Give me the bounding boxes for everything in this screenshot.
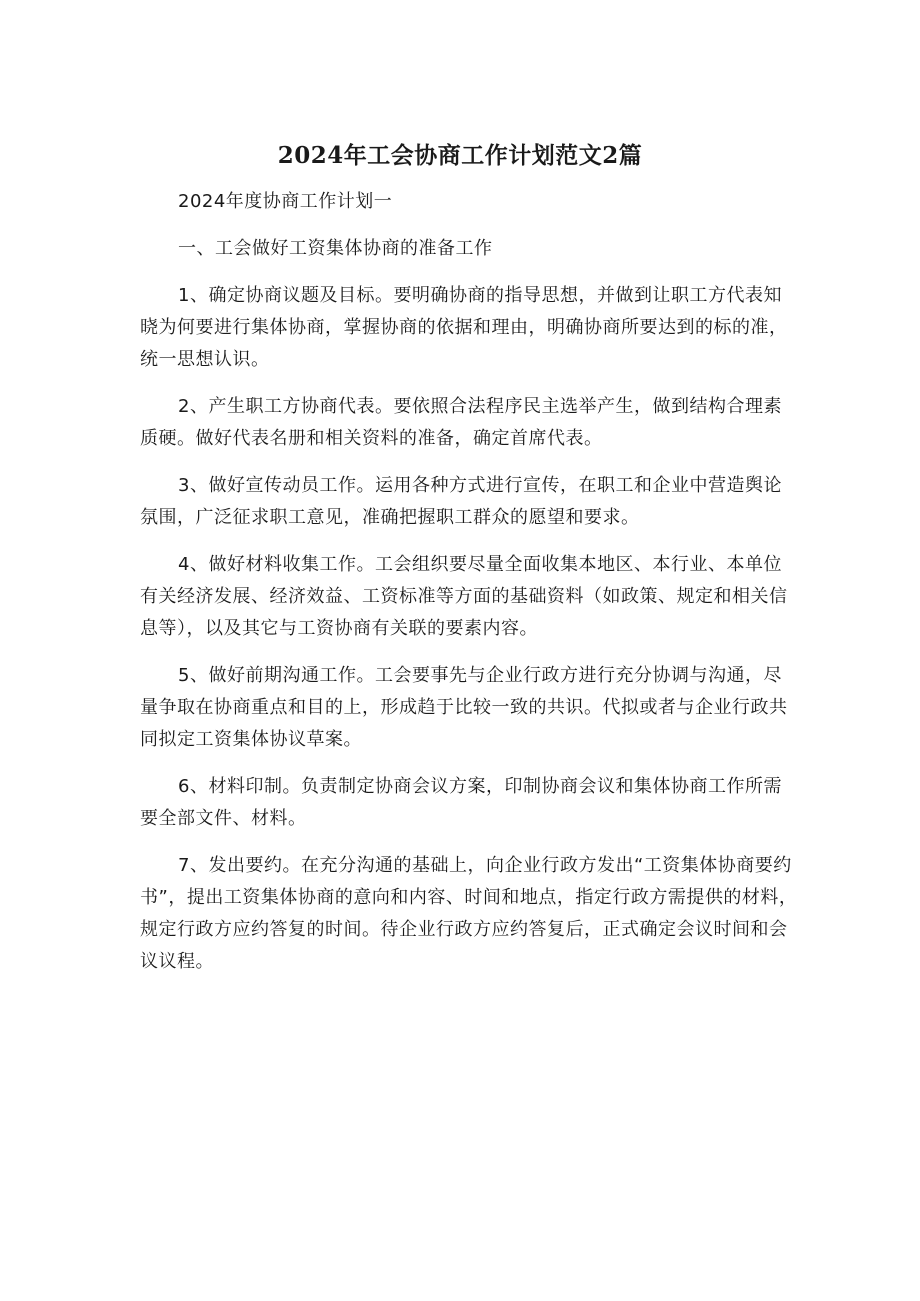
paragraph-item-6: 6、材料印制。负责制定协商会议方案，印制协商会议和集体协商工作所需要全部文件、材料。 [140,776,782,829]
document-title: 2024年工会协商工作计划范文2篇 [277,142,643,169]
subsection-heading: 一、工会做好工资集体协商的准备工作 [178,238,493,259]
paragraph-item-5: 5、做好前期沟通工作。工会要事先与企业行政方进行充分协调与沟通，尽量争取在协商重点和目的上，形成趋于比较一致的共识。代拟或者与企业行政共同拟定工资集体协议草案。 [140,665,788,750]
paragraph-item-4: 4、做好材料收集工作。工会组织要尽量全面收集本地区、本行业、本单位有关经济发展、经济效益、工资标准等方面的基础资料（如政策、规定和相关信息等），以及其它与工资协商有关联的要素内容。 [140,554,788,639]
paragraph-item-7: 7、发出要约。在充分沟通的基础上，向企业行政方发出“工资集体协商要约书”，提出工资集体协商的意向和内容、时间和地点，指定行政方需提供的材料，规定行政方应约答复的时间。待企业行政方应约答复后，正式确定会议时间和会议议程。 [140,855,798,972]
paragraph-item-3: 3、做好宣传动员工作。运用各种方式进行宣传，在职工和企业中营造舆论氛围，广泛征求职工意见，准确把握职工群众的愿望和要求。 [140,475,782,528]
paragraph-item-1: 1、确定协商议题及目标。要明确协商的指导思想，并做到让职工方代表知晓为何要进行集体协商，掌握协商的依据和理由，明确协商所要达到的标的准，统一思想认识。 [140,285,788,370]
document-body [140,186,800,993]
paragraph-item-2: 2、产生职工方协商代表。要依照合法程序民主选举产生，做到结构合理素质硬。做好代表名册和相关资料的准备，确定首席代表。 [140,396,782,449]
section-heading: 2024年度协商工作计划一 [178,191,393,212]
